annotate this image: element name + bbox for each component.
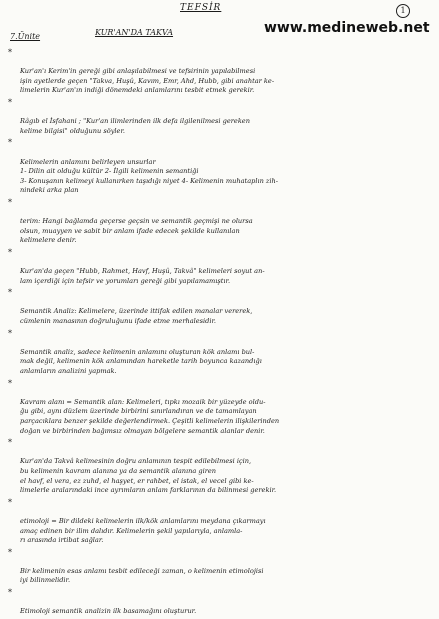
note-text: Kelimelerin anlamını belirleyen unsurlar 1- Dilin ait olduğu kültür 2- İlgili kelimenin semantiği 3- Konuşanın kelimeyi kullanırken taşıdığı niyet 4- Kelimenin muhataplın zih- nindeki arka plan: [20, 157, 278, 195]
note-text: etimoloji = Bir dildeki kelimelerin ilk/kök anlamlarını meydana çıkarmayı amaç edinen bir ilim dalıdır. Kelimelerin şekil yapılarıyla, anlamla- rı arasında irtibat sağlar.: [20, 516, 266, 545]
note-item: [6, 438, 434, 496]
note-item: [6, 48, 434, 96]
note-text: Etimoloji semantik analizin ilk basamağını oluşturur.: [20, 607, 197, 616]
note-item: [6, 138, 434, 196]
note-text: terim: Hangi bağlamda geçerse geçsin ve semantik geçmişi ne olursa olsun, muayyen ve sabit bir anlam ifade edecek şekilde kullanılan kelimelere denir.: [20, 217, 253, 245]
star-bullet-icon: *: [8, 48, 12, 57]
note-item: [6, 548, 434, 586]
star-bullet-icon: *: [8, 328, 12, 338]
note-item: [6, 329, 434, 377]
notes-list: [6, 48, 434, 619]
note-text: Kavram alanı = Semantik alan: Kelimeleri, tıpkı mozaik bir yüzeyde oldu- ğu gibi, aynı düzlem üzerinde birbirini sınırlandıran ve de tamamlayan parçacıklara benzer şekilde değerlendirmek. Çeşitli kelimelerin ilişkilerinden doğan ve birbirinden bağımsız olmayan bölgelere semantik alanlar denir.: [20, 397, 280, 435]
note-item: [6, 98, 434, 136]
note-item: [6, 288, 434, 326]
star-bullet-icon: *: [8, 588, 12, 598]
note-item: [6, 498, 434, 546]
unit-label: 7.Ünite: [10, 32, 41, 41]
note-item: [6, 198, 434, 246]
star-bullet-icon: *: [8, 97, 12, 107]
note-text: Kur'an'da geçen "Hubb, Rahmet, Havf, Huşû, Takvâ" kelimeleri soyut an- lam içerdiği için tefsir ve yorumları gereği gibi yapılamamıştır.: [20, 267, 265, 285]
note-text: Kur'an'da Takvâ kelimesinin doğru anlamının tespit edilebilmesi için, bu kelimenin kavram alanına ya da semantik alanına giren el havf, el vera, ez zuhd, el haşyet, er rahbet, el istak, el vecel gibi ke- limelerle aralarındaki ince ayrımların anlam farklarının da bilinmesi gerekir.: [20, 457, 277, 495]
star-bullet-icon: *: [8, 497, 12, 507]
star-bullet-icon: *: [8, 288, 12, 298]
note-text: Kur'an'ı Kerim'in gereği gibi anlaşılabilmesi ve tefsirinin yapılabilmesi işin ayetlerde geçen "Takva, Huşû, Kavım, Emr, Ahd, Hubb, gibi anahtar ke- limelerin Kur'an'ın indiği dönemdeki anlamlarını tesbit etmek gerekir.: [20, 67, 275, 95]
unit-title: KUR'AN'DA TAKVA: [95, 28, 174, 37]
note-text: Semantik Analiz: Kelimelere, üzerinde ittifak edilen manalar vererek, cümlenin manasının doğruluğunu ifade etme merhalesidir.: [20, 307, 253, 326]
star-bullet-icon: *: [8, 378, 12, 388]
star-bullet-icon: *: [8, 138, 12, 148]
note-item: [6, 588, 434, 617]
star-bullet-icon: *: [8, 547, 12, 557]
note-text: Semantik analiz, sadece kelimenin anlamını oluşturan kök anlamı bul- mak değil, kelimenin kök anlamından hareketle tarih boyunca kazandığı anlamların analizini yapmak.: [20, 347, 262, 375]
note-text: Bir kelimenin esas anlamı tesbit edileceği zaman, o kelimenin etimolojisi iyi bilinmelidir.: [20, 566, 264, 585]
star-bullet-icon: *: [8, 438, 12, 448]
website-watermark: www.medineweb.net: [264, 20, 430, 36]
subject-title: TEFSİR: [180, 3, 222, 13]
note-item: [6, 379, 434, 437]
note-text: Râgıb el İsfahani ; "Kur'an ilimlerinden ilk defa ilgilenilmesi gereken kelime bilgisi" olduğunu söyler.: [20, 117, 250, 135]
page-header: [0, 0, 439, 40]
star-bullet-icon: *: [8, 197, 12, 207]
star-bullet-icon: *: [8, 247, 12, 257]
note-item: [6, 248, 434, 286]
page-number: 1: [396, 4, 410, 18]
